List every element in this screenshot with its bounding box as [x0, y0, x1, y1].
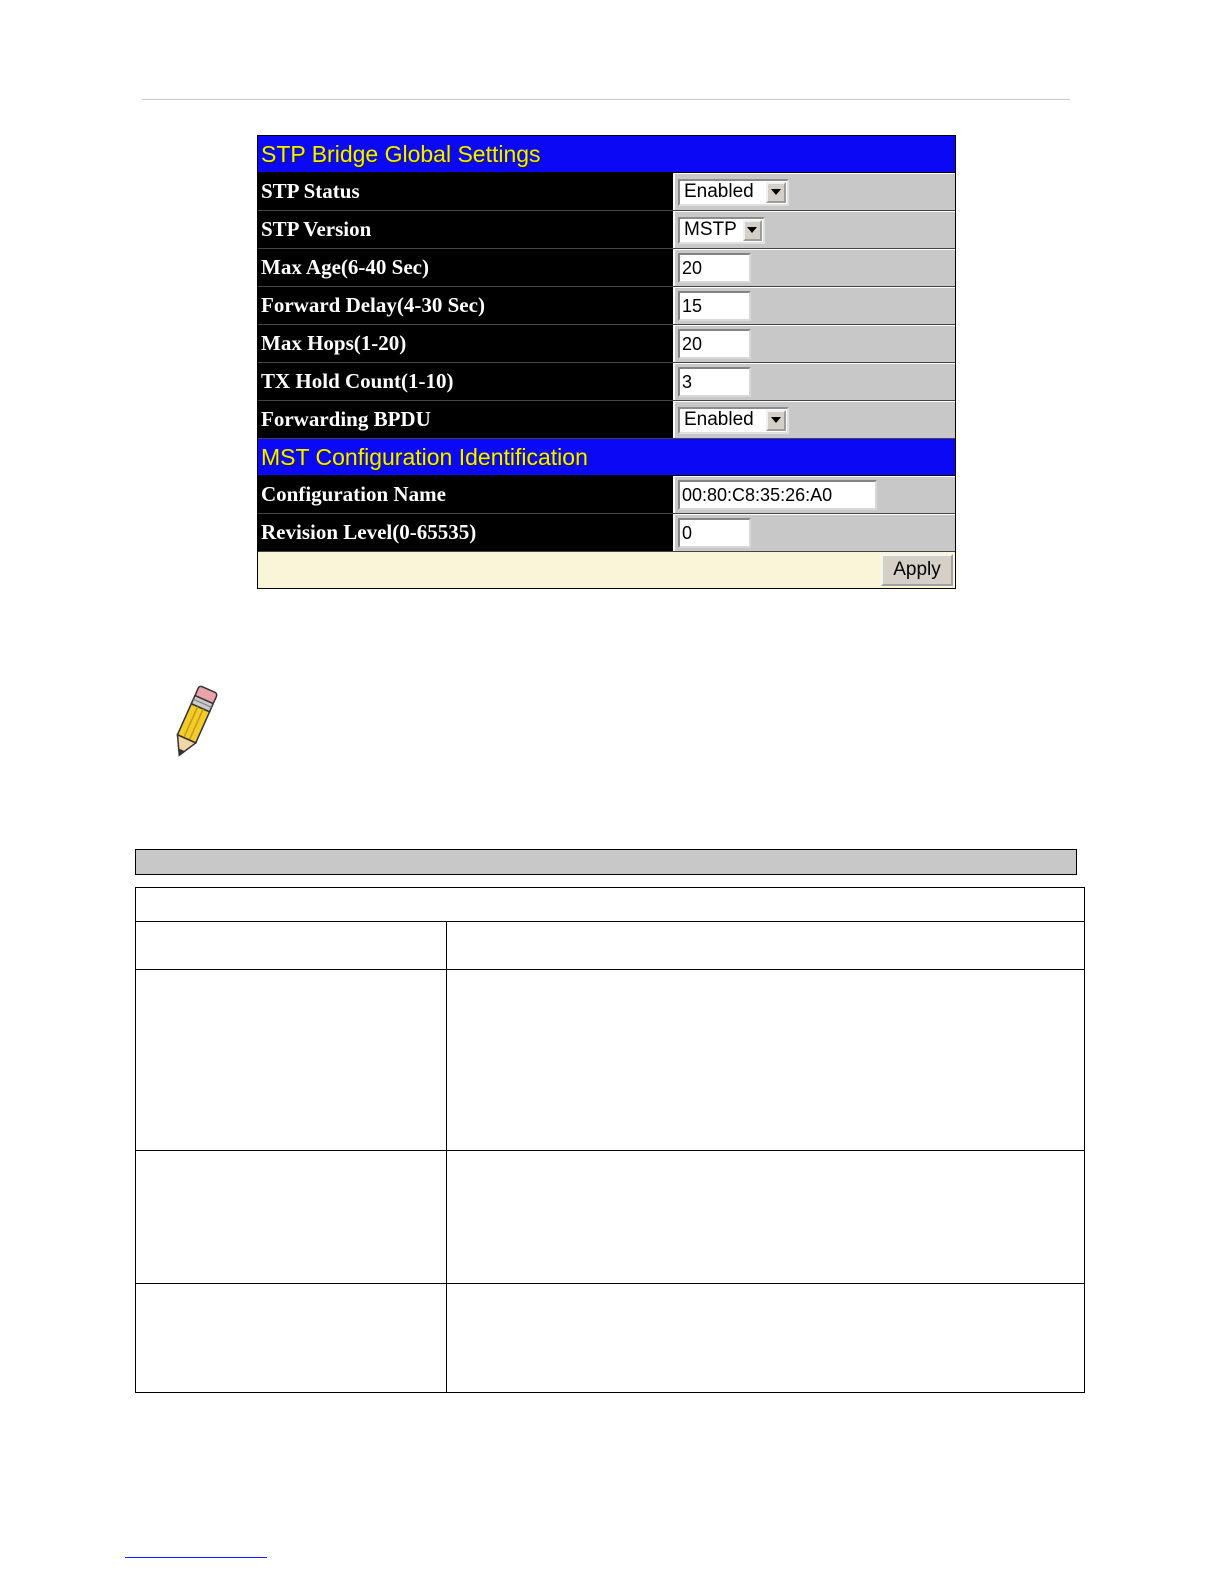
max-hops-row [258, 325, 955, 363]
table-cell [447, 922, 1085, 970]
stp-status-value: Enabled [684, 181, 754, 202]
revision-level-input[interactable]: 0 [678, 518, 751, 548]
max-hops-label: Max Hops(1-20) [258, 325, 675, 362]
forwarding-bpdu-select[interactable] [678, 407, 789, 434]
apply-button[interactable]: Apply [881, 554, 953, 586]
forward-delay-input[interactable]: 15 [678, 291, 751, 321]
stp-status-row [258, 173, 955, 211]
pencil-icon [160, 680, 226, 764]
forward-delay-label: Forward Delay(4-30 Sec) [258, 287, 675, 324]
chevron-down-icon[interactable] [766, 410, 786, 431]
bottom-link-underline [125, 1557, 267, 1558]
table-cell [136, 888, 1085, 922]
stp-version-row [258, 211, 955, 249]
forwarding-bpdu-value: Enabled [684, 409, 754, 430]
table-row [136, 1284, 1085, 1393]
forwarding-bpdu-label: Forwarding BPDU [258, 401, 675, 438]
stp-status-label: STP Status [258, 173, 675, 210]
forward-delay-row [258, 287, 955, 325]
revision-level-label: Revision Level(0-65535) [258, 514, 675, 551]
max-hops-input[interactable]: 20 [678, 329, 751, 359]
table-cell [136, 1284, 447, 1393]
table-cell [447, 1284, 1085, 1393]
configuration-name-label: Configuration Name [258, 476, 675, 513]
stp-version-select[interactable] [678, 217, 765, 244]
table-cell [447, 1151, 1085, 1284]
stp-version-value: MSTP [684, 219, 737, 240]
max-age-row [258, 249, 955, 287]
description-table [135, 887, 1085, 1393]
table-row [136, 970, 1085, 1151]
chevron-down-icon[interactable] [766, 182, 786, 203]
table-cell [136, 1151, 447, 1284]
tx-hold-count-row [258, 363, 955, 401]
chevron-down-icon[interactable] [743, 220, 762, 241]
panel-footer [258, 552, 955, 588]
forwarding-bpdu-row [258, 401, 955, 439]
stp-bridge-global-settings-panel [257, 135, 956, 589]
table-row [136, 1151, 1085, 1284]
section-gray-bar [135, 849, 1077, 875]
revision-level-row [258, 514, 955, 552]
table-cell [447, 970, 1085, 1151]
stp-version-label: STP Version [258, 211, 675, 248]
stp-status-select[interactable] [678, 179, 789, 206]
table-cell [136, 970, 447, 1151]
max-age-input[interactable]: 20 [678, 253, 751, 283]
configuration-name-input[interactable]: 00:80:C8:35:26:A0 [678, 480, 877, 510]
configuration-name-row [258, 476, 955, 514]
top-rule [142, 99, 1070, 100]
table-cell [136, 922, 447, 970]
tx-hold-count-input[interactable]: 3 [678, 367, 751, 397]
global-settings-header: STP Bridge Global Settings [258, 136, 955, 173]
max-age-label: Max Age(6-40 Sec) [258, 249, 675, 286]
tx-hold-count-label: TX Hold Count(1-10) [258, 363, 675, 400]
mst-configuration-header: MST Configuration Identification [258, 439, 955, 476]
table-row [136, 922, 1085, 970]
table-row [136, 888, 1085, 922]
